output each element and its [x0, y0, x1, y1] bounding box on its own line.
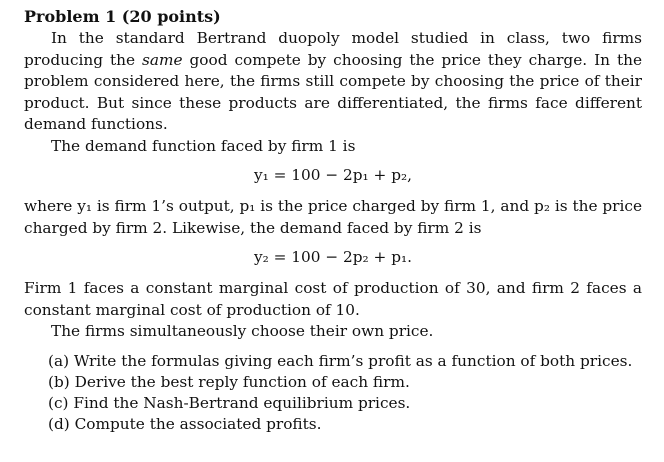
question-item: (b) Derive the best reply function of each firm. [48, 372, 410, 391]
demand1-intro: The demand function faced by firm 1 is [51, 136, 356, 155]
intro-paragraph [24, 28, 642, 136]
question-item: (a) Write the formulas giving each firm’s profit as a function of both prices. [48, 351, 633, 370]
question-list [24, 351, 642, 435]
intro-text-2: good compete by choosing the price they charge. In the problem considered here, the firms still compete by choosing the price of their product. But since these products are differentiated, the firms face different demand functions. [24, 50, 642, 133]
problem-title: Problem 1 (20 points) [24, 7, 221, 26]
simultaneous-paragraph: The firms simultaneously choose their own price. [51, 322, 434, 340]
where-paragraph: where y₁ is firm 1’s output, p₁ is the price charged by firm 1, and p₂ is the price charged by firm 2. Likewise, the demand faced by firm 2 is [24, 197, 642, 237]
intro-text-1: In the standard Bertrand duopoly model studied in class, two firms producing the [24, 29, 642, 69]
question-item: (c) Find the Nash-Bertrand equilibrium prices. [48, 393, 411, 412]
equation-firm2: y₂ = 100 − 2p₂ + p₁. [253, 248, 413, 266]
question-item: (d) Compute the associated profits. [48, 414, 322, 433]
cost-paragraph: Firm 1 faces a constant marginal cost of production of 30, and firm 2 faces a constant marginal cost of production of 10. [24, 279, 642, 319]
intro-emphasis: same [142, 50, 183, 69]
equation-firm1: y₁ = 100 − 2p₁ + p₂, [253, 166, 413, 184]
